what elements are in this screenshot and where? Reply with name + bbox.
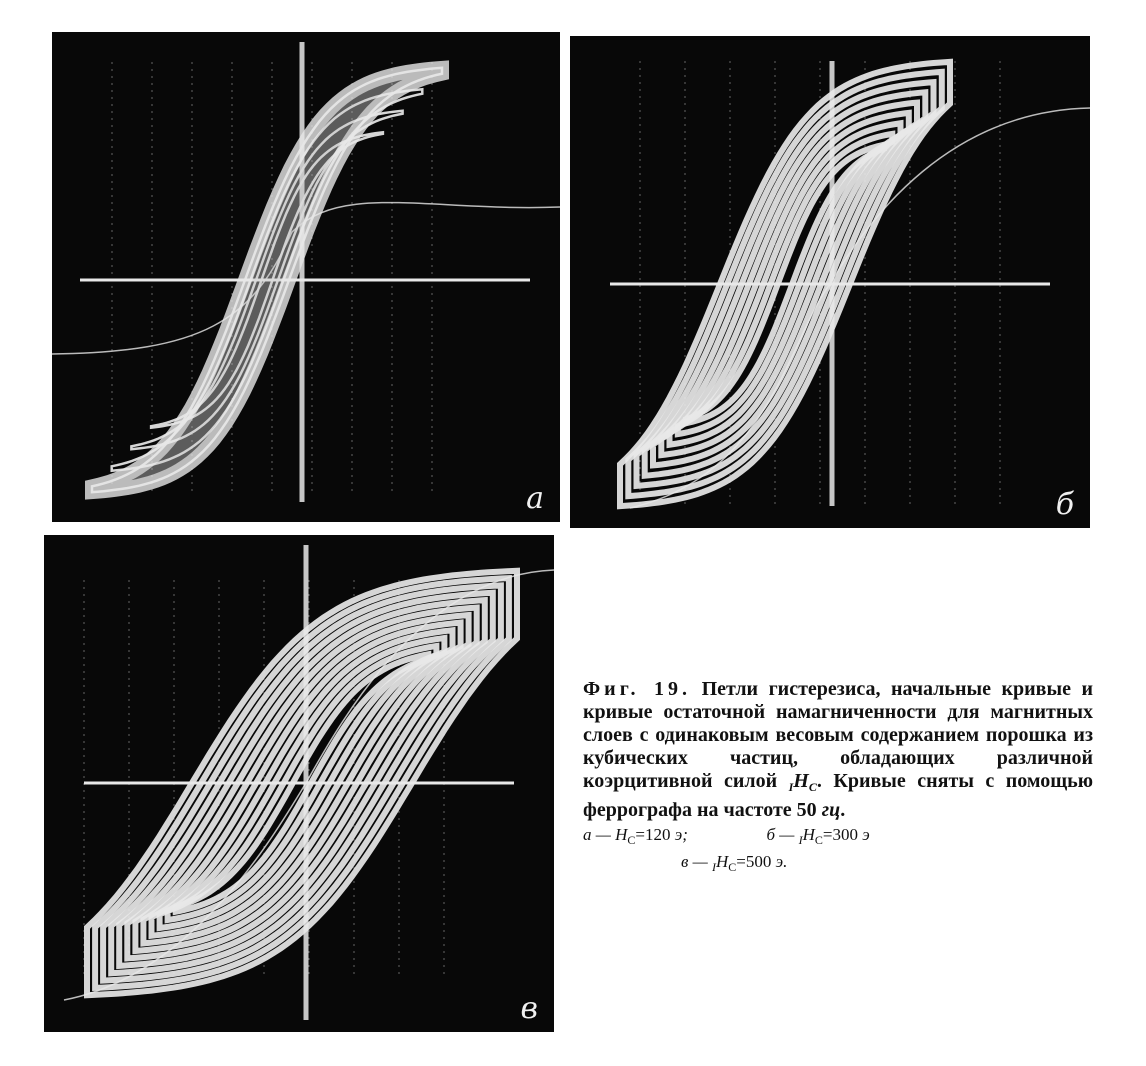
legend-line-1 xyxy=(583,824,1093,851)
oscillogram-panel-a xyxy=(52,32,560,522)
legend-item-v: в — $_IH_C=500$ э. xyxy=(681,852,788,874)
panel-label-a: а xyxy=(526,481,544,516)
caption-text-2: . Кривые сняты с помощью феррографа на частоте 50 xyxy=(583,770,1094,821)
legend-item-a: а — $H_C=120$ э; xyxy=(583,825,688,847)
caption-text: Петли гистерезиса, начальные кривые и кривые остаточной намагниченности для магнитных слоев с одинаковым весовым содержанием порошка из кубических частиц, обладающих различной коэрцитивной силой xyxy=(583,678,1093,792)
hysteresis-plot-v xyxy=(44,535,554,1032)
caption-freq-unit: гц xyxy=(821,799,841,821)
oscillogram-panel-b xyxy=(570,36,1090,528)
caption-symbol: H xyxy=(793,770,809,792)
legend-item-b: б — $_IH_C=300$ э xyxy=(766,825,870,847)
oscillogram-panel-v xyxy=(44,535,554,1032)
caption-lead: Фиг. 19. xyxy=(583,678,692,700)
caption-symbol-sub: C xyxy=(808,780,817,794)
panel-label-v: в xyxy=(520,991,538,1026)
figure-caption xyxy=(583,678,1093,878)
hysteresis-plot-a xyxy=(52,32,560,522)
panel-label-b: б xyxy=(1055,487,1074,522)
caption-symbol-prefix: I xyxy=(788,780,794,794)
caption-body: Фиг. 19. Петли гистерезиса, начальные кривые и кривые остаточной намагниченности для магнитных слоев с одинаковым весовым содержанием порошка из кубических частиц, обладающих различной коэрцитивной силой $_IH_C$. Кривые сняты с помощью феррографа на частоте 50 гц. xyxy=(583,678,1094,821)
legend-line-2 xyxy=(583,851,1093,878)
hysteresis-plot-b xyxy=(570,36,1090,528)
